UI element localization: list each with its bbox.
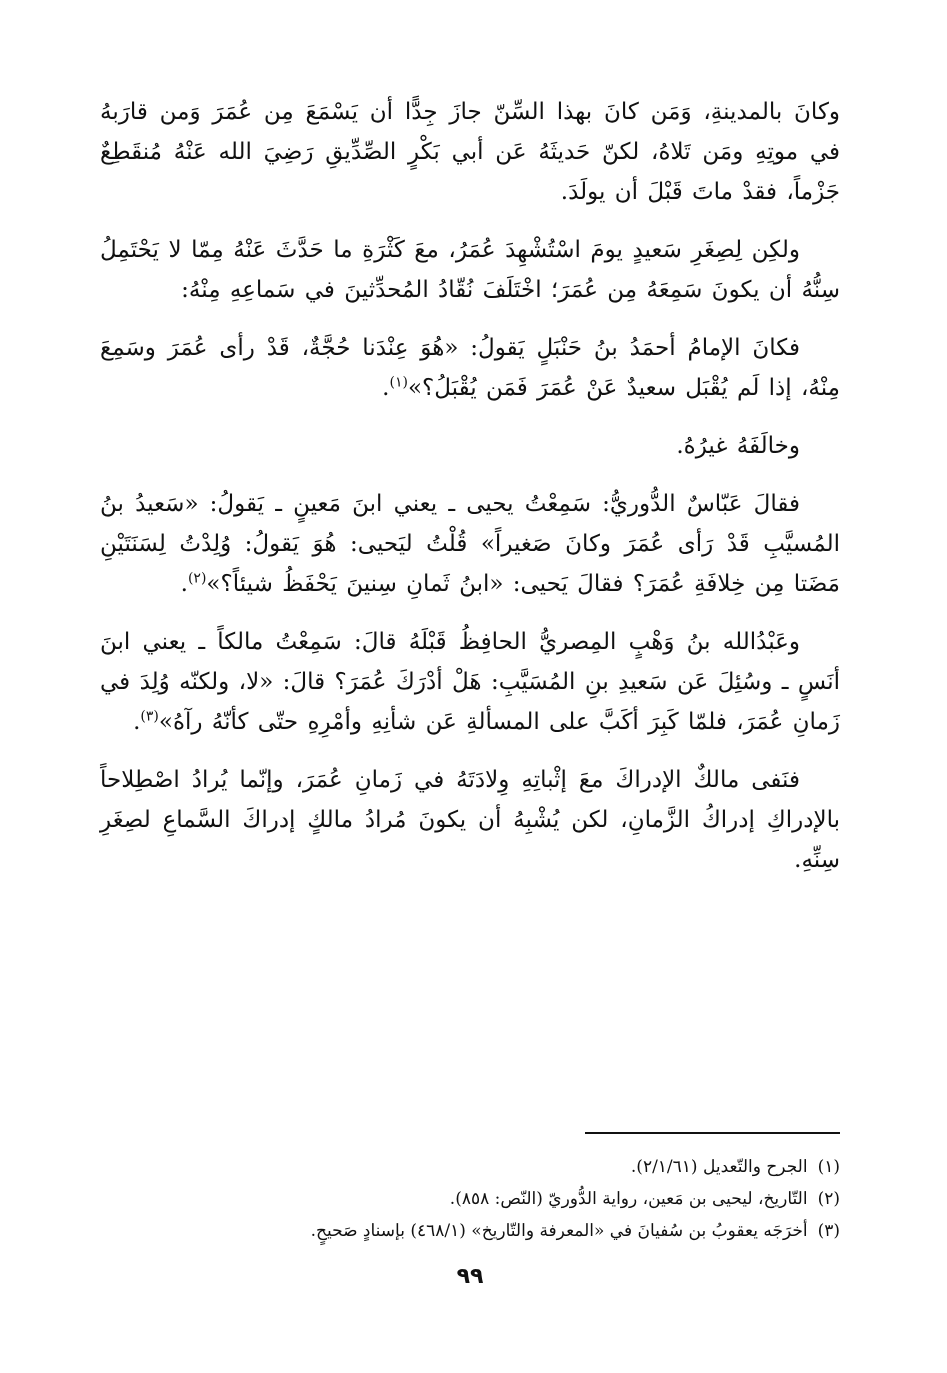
footnote-number: (٢) (817, 1189, 840, 1209)
footnote-ref-1[interactable]: (١) (389, 374, 408, 391)
paragraph-6-text: وعَبْدُالله بنُ وَهْبٍ المِصريُّ الحافِظُ قَبْلَهُ قالَ: سَمِعْتُ مالكاً ـ يعني ابنَ أنَسٍ ـ وسُئِلَ عَن سَعيدِ بنِ المُسَيَّبِ: هَلْ أدْرَكَ عُمَرَ؟ قالَ: «لا، ولكنّه وُلِدَ في زَمانِ عُمَرَ، فلمّا كَبِرَ أكَبَّ على المسألةِ عَن شأنِهِ وأمْرِهِ حتّى كأنّهُ رآهُ» (100, 629, 840, 735)
paragraph-3-period: . (382, 375, 390, 401)
paragraph-6-period: . (133, 709, 141, 735)
paragraph-6 (100, 622, 840, 742)
footnote-ref-2[interactable]: (٢) (187, 570, 207, 587)
paragraph-2: ولكِن لِصِغَرِ سَعيدٍ يومَ اسْتُشْهِدَ عُمَرُ، معَ كَثْرَةِ ما حَدَّثَ عَنْهُ مِمّا لا يَحْتَمِلُ سِنُّهُ أن يكونَ سَمِعَهُ مِن عُمَرَ؛ اخْتَلَفَ نُقّادُ المُحدِّثينَ في سَماعِهِ مِنْهُ: (100, 237, 840, 303)
footnote-text: التّاريخ، ليحيى بن مَعين، رواية الدُّوريّ (النّص: ٨٥٨). (449, 1189, 808, 1209)
footnote-text: أخرَجَه يعقوبُ بن سُفيانَ في «المعرفة والتّاريخ» (٤٦٨/١) بإسنادٍ صَحيحٍ. (310, 1221, 808, 1241)
footnotes (100, 1152, 840, 1248)
footnote-1 (100, 1152, 840, 1182)
footnote-text: الجرح والتّعديل (٢/١/٦١). (630, 1157, 808, 1177)
footnote-ref-3[interactable]: (٣) (140, 708, 159, 725)
paragraph-1: وكانَ بالمدينةِ، وَمَن كانَ بهذا السِّنّ جازَ جِدًّا أن يَسْمَعَ مِن عُمَرَ وَمن قارَبهُ في موتِهِ ومَن تَلاهُ، لكنّ حَديثَهُ عَن أبي بَكْرٍ الصِّدِّيقِ رَضِيَ الله عَنْهُ مُنقَطِعٌ جَزْماً، فقدْ ماتَ قَبْلَ أن يولَدَ. (100, 99, 840, 205)
page (100, 92, 840, 1352)
footnote-3 (100, 1216, 840, 1246)
footnote-number: (٣) (817, 1221, 840, 1241)
page-number: ٩٩ (456, 1264, 484, 1289)
footnote-number: (١) (817, 1157, 840, 1177)
paragraph-4: وخالَفَهُ غيرُهُ. (676, 433, 800, 459)
footnote-separator (585, 1132, 840, 1134)
paragraph-5 (100, 484, 840, 604)
paragraph-3-text: فكانَ الإمامُ أحمَدُ بنُ حَنْبَلٍ يَقولُ: «هُوَ عِنْدَنا حُجَّةٌ، قَدْ رأى عُمَرَ وسَمِعَ مِنْهُ، إذا لَم يُقْبَل سعيدٌ عَنْ عُمَرَ فَمَن يُقْبَلُ؟» (100, 335, 840, 401)
footnote-2 (100, 1184, 840, 1214)
paragraph-3 (100, 328, 840, 408)
paragraph-5-period: . (180, 571, 188, 597)
paragraph-7: فنَفى مالكٌ الإدراكَ معَ إثْباتِهِ وِلادَتَهُ في زَمانِ عُمَرَ، وإنّما يُرادُ اصْطِلاحاً بالإدراكِ إدراكُ الزَّمانِ، لكن يُشْبِهُ أن يكونَ مُرادُ مالكٍ إدراكَ السَّماعِ لصِغَرِ سِنِّهِ. (100, 767, 840, 873)
body-text (100, 92, 840, 880)
paragraph-5-text: فقالَ عَبّاسٌ الدُّوريُّ: سَمِعْتُ يحيى ـ يعني ابنَ مَعينٍ ـ يَقولُ: «سَعيدُ بنُ المُسيَّبِ قَدْ رَأى عُمَرَ وكانَ صَغيراً» قُلْتُ ليَحيى: هُوَ يَقولُ: وُلِدْتُ لِسَنَتَيْنِ مَضَتا مِن خِلافَةِ عُمَرَ؟ فقالَ يَحيى: «ابنُ ثَمانِ سِنينَ يَحْفَظُ شيئاً؟» (100, 491, 840, 597)
